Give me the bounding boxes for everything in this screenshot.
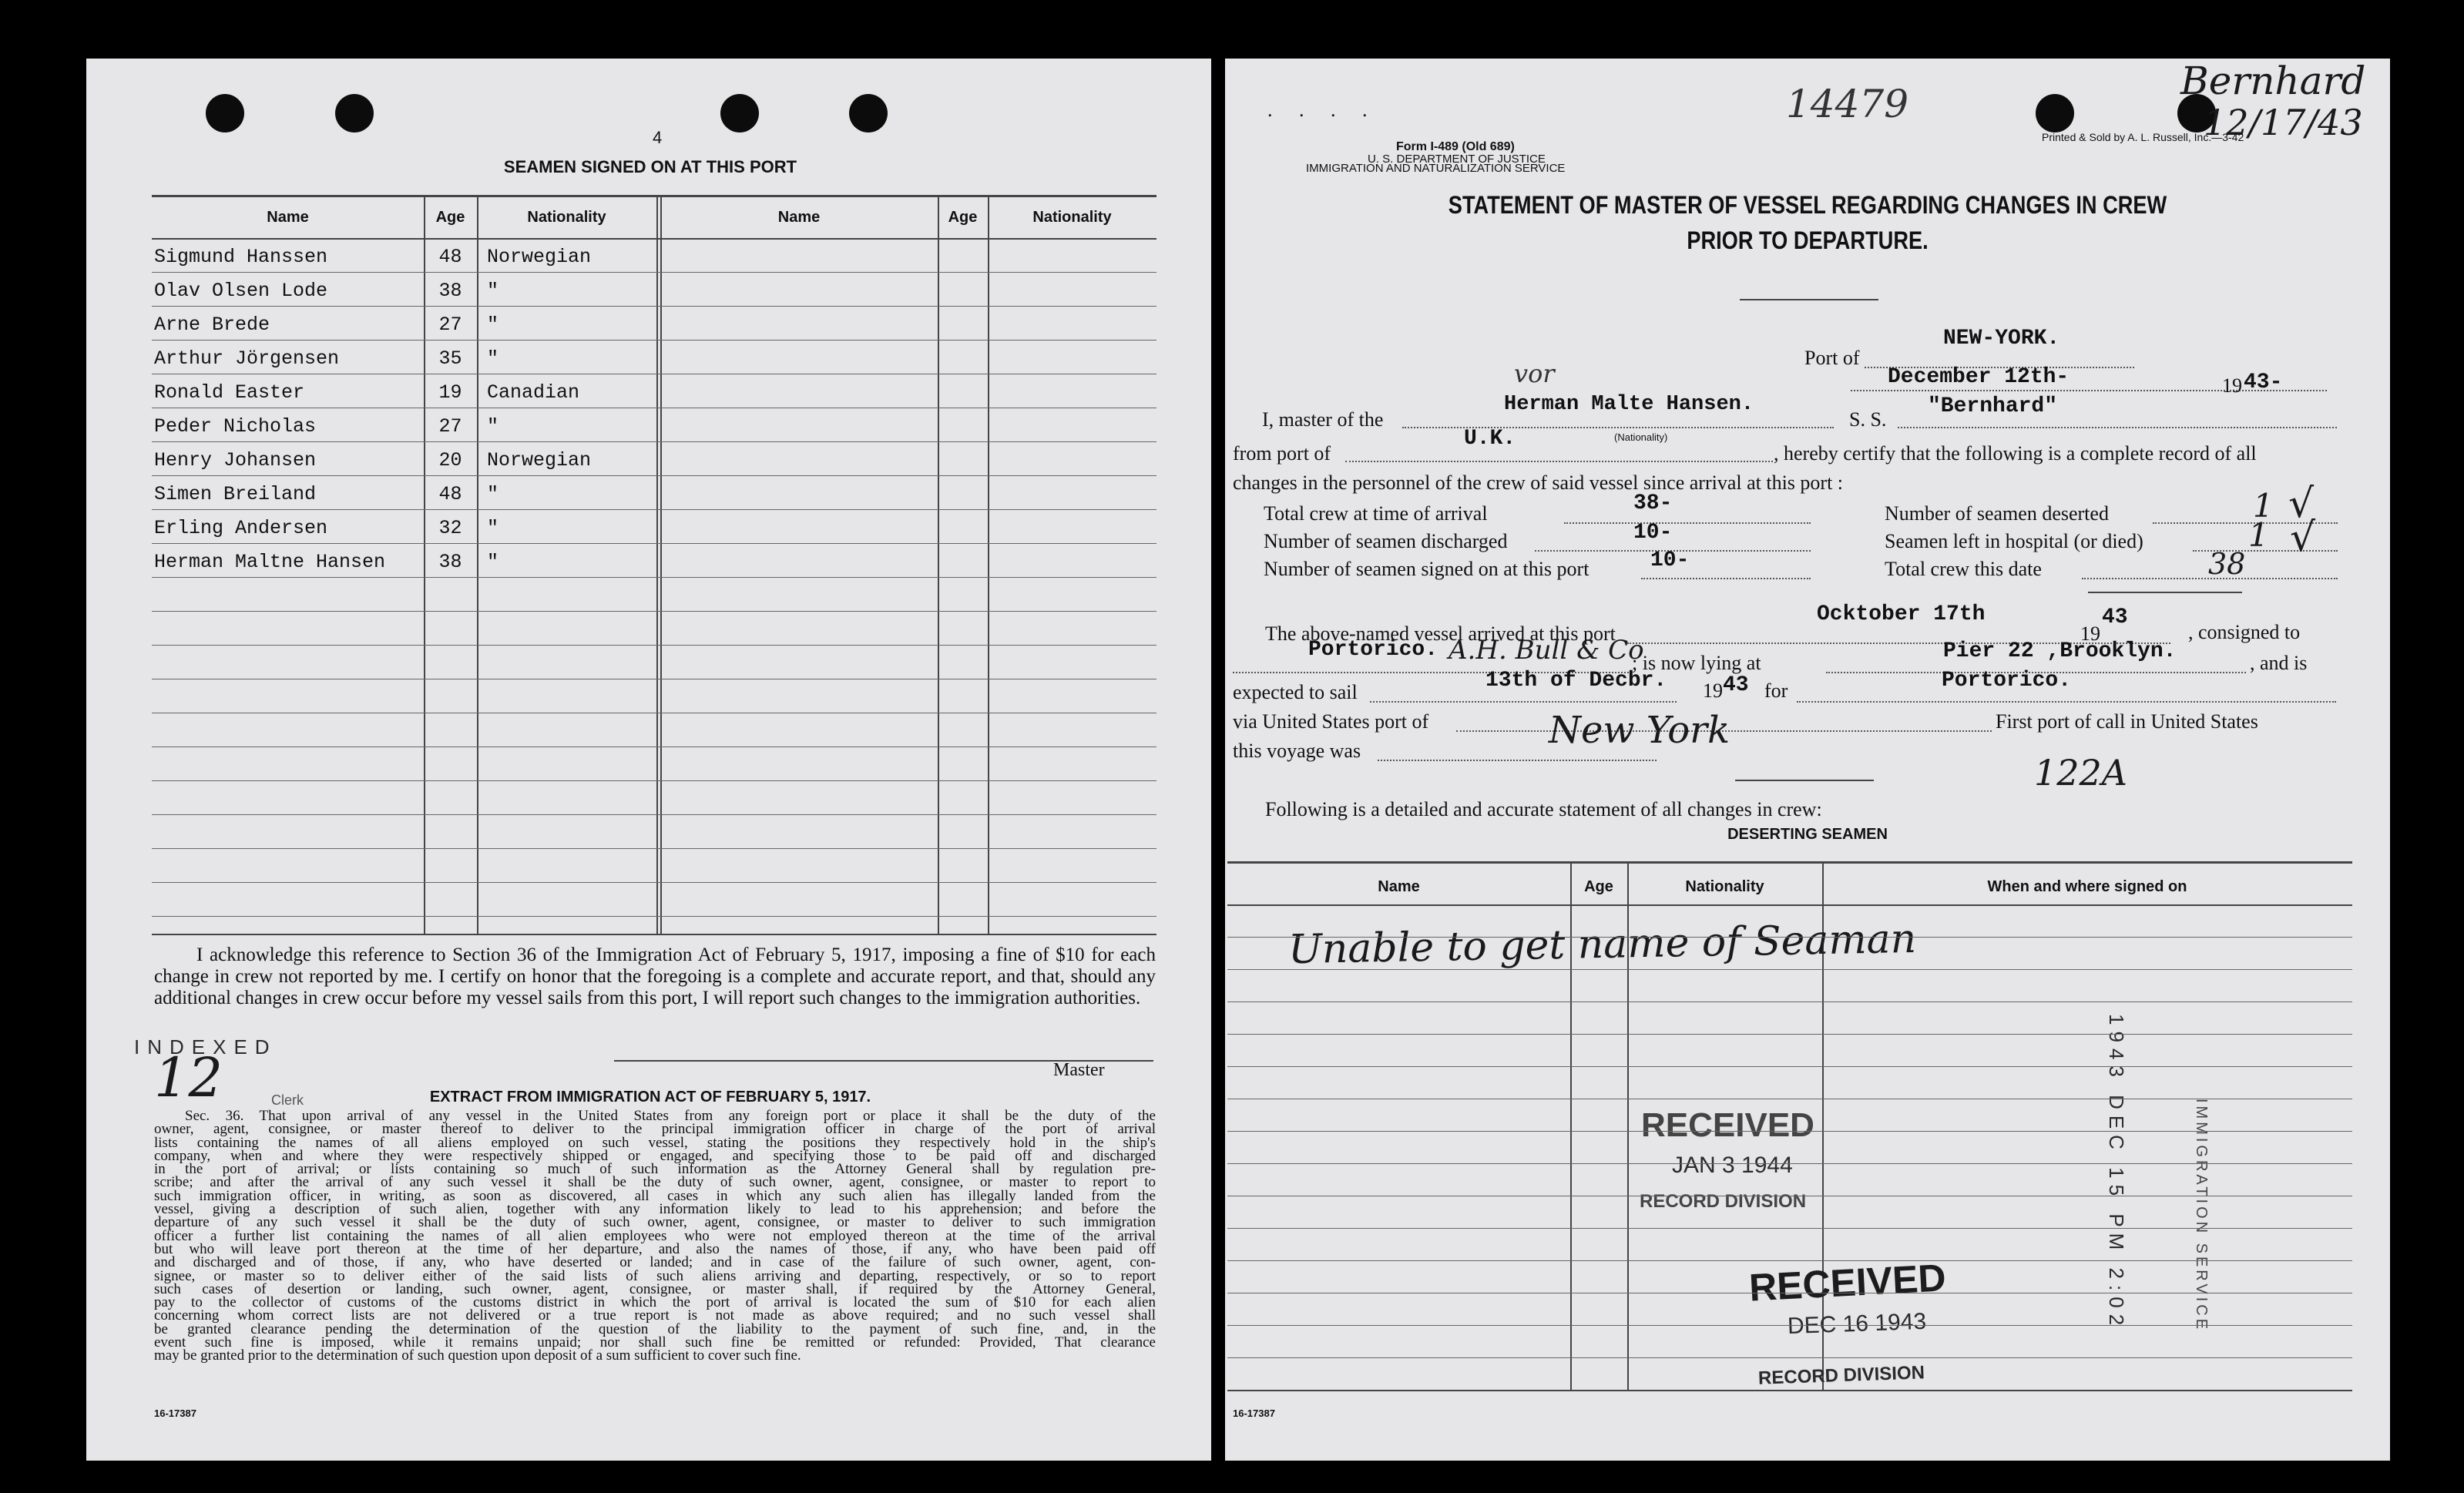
received-stamp-1-date: JAN 3 1944 xyxy=(1672,1152,1793,1178)
vertical-date-stamp: 1943 DEC 15 PM 2:02 xyxy=(2105,1014,2128,1332)
consigned-label: , consigned to xyxy=(2188,621,2301,643)
code-122a: 122A xyxy=(2034,752,2128,793)
seaman-name: Henry Johansen xyxy=(154,449,317,471)
deserting-heading: DESERTING SEAMEN xyxy=(1727,826,1888,843)
extract-line: concerning whom correct lists are not delivered or a true report is not made as above required; and no such vessel shall xyxy=(154,1307,1156,1324)
nationality-caption: (Nationality) xyxy=(1614,431,1668,443)
row-divider xyxy=(1227,1163,2352,1164)
row-divider xyxy=(152,340,1156,341)
top-note: Bernhard xyxy=(2180,59,2366,103)
seaman-name: Erling Andersen xyxy=(154,517,328,539)
received-stamp-1-title: RECEIVED xyxy=(1641,1106,1814,1144)
row-divider xyxy=(152,746,1156,747)
hospital-label: Seamen left in hospital (or died) xyxy=(1885,530,2143,552)
seaman-name: Arthur Jörgensen xyxy=(154,347,340,370)
clerk-label: Clerk xyxy=(271,1092,304,1108)
form-number: Form I-489 (Old 689) xyxy=(1396,140,1515,153)
punch-hole xyxy=(335,94,374,133)
column-header-name: Name xyxy=(267,209,309,226)
deserted-value: 1 xyxy=(2253,487,2274,525)
row-divider xyxy=(152,306,1156,307)
certify-text: , hereby certify that the following is a complete record of all xyxy=(1774,442,2257,465)
row-divider xyxy=(152,882,1156,883)
seaman-name: Simen Breiland xyxy=(154,483,317,505)
extract-line: signee, or master so to deliver either of the said lists of such aliens arriving and departing, respectively, or so to report xyxy=(154,1267,1156,1284)
expected-year-prefix: 19 xyxy=(1703,679,1723,702)
year-prefix: 19 xyxy=(2222,374,2242,397)
consigned-value: Portorico. xyxy=(1308,638,1438,662)
vertical-service-stamp: IMMIGRATION SERVICE xyxy=(2193,1099,2210,1333)
extract-line: and discharged and of those, if any, who have deserted or landed; and in case of the failure of such owner, agent, con- xyxy=(154,1254,1156,1271)
department-line: U. S. DEPARTMENT OF JUSTICE xyxy=(1368,153,1546,166)
changes-text: changes in the personnel of the crew of said vessel since arrival at this port : xyxy=(1233,471,1844,494)
extract-line: company, when and where they were respectively shipped or engaged, and specifying those to be paid off and discharged xyxy=(154,1147,1156,1164)
master-name: Herman Malte Hansen. xyxy=(1504,393,1754,416)
desert-header-name: Name xyxy=(1378,878,1420,895)
seaman-age: 48 xyxy=(438,246,462,268)
row-divider xyxy=(152,848,1156,849)
row-divider xyxy=(152,441,1156,442)
row-divider xyxy=(1227,1228,2352,1229)
extract-line: owner, agent, consignee, or master thereof to deliver to the principal immigration officer in charge of the port of arrival xyxy=(154,1121,1156,1138)
page-number: 4 xyxy=(653,128,663,147)
extract-line: be granted clearance pending the determination of the question of the liability to the payment of such fine, and, in the xyxy=(154,1320,1156,1337)
handwritten-correction: vor xyxy=(1514,359,1555,388)
received-stamp-2-date: DEC 16 1943 xyxy=(1787,1308,1927,1340)
row-divider xyxy=(152,272,1156,273)
service-line: IMMIGRATION AND NATURALIZATION SERVICE xyxy=(1306,162,1566,175)
row-divider xyxy=(1227,937,2352,938)
acknowledgement-text: I acknowledge this reference to Section 36 of the Immigration Act of February 5, 1917, imposing a fine of $10 for each change in crew not reported by me. I certify on honor that the foregoing is a complete and accurate report, and that, should any additional changes in crew occur before my vessel sails from this port, I will report such changes to the immigration authorities. xyxy=(154,944,1156,1008)
total-crew-arrival-label: Total crew at time of arrival xyxy=(1264,502,1488,525)
via-label: via United States port of xyxy=(1233,710,1429,733)
column-header-name-2: Name xyxy=(777,209,821,226)
footer-code: 16-17387 xyxy=(1233,1407,1275,1419)
discharged-label: Number of seamen discharged xyxy=(1264,530,1508,552)
seaman-age: 48 xyxy=(438,483,462,505)
arrived-year: 43 xyxy=(2102,606,2128,629)
row-divider xyxy=(1227,1260,2352,1261)
arrived-value: Ocktober 17th xyxy=(1817,602,1986,626)
extract-line: such immigration officer, in writing, as soon as discovered, all cases in which any such alien has illegally landed from the xyxy=(154,1187,1156,1204)
row-divider xyxy=(152,916,1156,917)
desert-header-age: Age xyxy=(1584,878,1613,895)
row-divider xyxy=(152,509,1156,510)
extract-line: event such fine is imposed, while it remains unpaid; nor shall such fine be remitted or refunded: Provided, That clearance xyxy=(154,1334,1156,1351)
seaman-nationality: Canadian xyxy=(487,381,580,404)
ss-label: S. S. xyxy=(1849,408,1887,431)
check-mark: √ xyxy=(2290,515,2316,561)
seaman-name: Herman Maltne Hansen xyxy=(154,551,386,573)
check-mark: √ xyxy=(2288,481,2315,527)
arrived-label: The above-named vessel arrived at this port xyxy=(1265,622,1616,645)
column-header-nationality-2: Nationality xyxy=(1032,209,1112,226)
form-title-line1: STATEMENT OF MASTER OF VESSEL REGARDING CHANGES IN CREW xyxy=(1448,191,2167,219)
seaman-nationality: " xyxy=(487,314,499,336)
row-divider xyxy=(152,577,1156,578)
from-port-value: U.K. xyxy=(1464,427,1516,451)
seaman-name: Peder Nicholas xyxy=(154,415,317,438)
desert-header-when-where: When and where signed on xyxy=(1987,878,2187,895)
master-signature-label: Master xyxy=(1053,1060,1105,1080)
extract-line: scribe; and after the arrival of any such vessel it shall be the duty of such owner, agent, consignee, or master to report to xyxy=(154,1174,1156,1191)
file-number: 14479 xyxy=(1786,82,1909,126)
extract-text xyxy=(154,1109,1156,1363)
row-divider xyxy=(1227,1357,2352,1358)
lying-label: ; is now lying at xyxy=(1632,652,1761,674)
lying-value: Pier 22 ,Brooklyn. xyxy=(1943,639,2177,663)
extract-line: in the port of arrival; or lists containing so much of such information as the Attorney General shall by regulation pre- xyxy=(154,1161,1156,1178)
row-divider xyxy=(1227,1034,2352,1035)
row-divider xyxy=(1227,1001,2352,1002)
seaman-name: Arne Brede xyxy=(154,314,270,336)
row-divider xyxy=(1227,1131,2352,1132)
signed-on-value: 10- xyxy=(1650,549,1690,572)
seaman-nationality: Norwegian xyxy=(487,449,592,471)
seaman-name: Sigmund Hanssen xyxy=(154,246,328,268)
row-divider xyxy=(152,645,1156,646)
row-divider xyxy=(152,780,1156,781)
date-value: December 12th- xyxy=(1888,365,2070,389)
seaman-age: 19 xyxy=(438,381,462,404)
consigned-handwritten: A.H. Bull & Co xyxy=(1449,635,1644,666)
extract-line: pay to the collector of customs of the customs district in which the port of arrival is located the sum of $10 for each alien xyxy=(154,1294,1156,1311)
seaman-nationality: " xyxy=(487,517,499,539)
seaman-nationality: " xyxy=(487,551,499,573)
row-divider xyxy=(1227,969,2352,970)
seaman-name: Olav Olsen Lode xyxy=(154,280,328,302)
left-page xyxy=(86,59,1211,1461)
seaman-nationality: " xyxy=(487,483,499,505)
column-header-age-2: Age xyxy=(948,209,978,226)
total-crew-arrival-value: 38- xyxy=(1633,492,1673,515)
year-value: 43- xyxy=(2244,371,2283,394)
voyage-label: this voyage was xyxy=(1233,740,1361,762)
master-prefix: I, master of the xyxy=(1262,408,1384,431)
via-handwritten: New York xyxy=(1549,709,1731,752)
and-is-label: , and is xyxy=(2250,652,2308,674)
column-header-age: Age xyxy=(435,209,465,226)
extract-line: such cases of desertion or landing, such owner, agent, consignee, or master shall, if required by the Attorney General, xyxy=(154,1280,1156,1297)
extract-title: EXTRACT FROM IMMIGRATION ACT OF FEBRUARY 5, 1917. xyxy=(429,1089,871,1105)
expected-value: 13th of Decbr. xyxy=(1485,669,1667,693)
seaman-nationality: Norwegian xyxy=(487,246,592,268)
expected-label: expected to sail xyxy=(1233,681,1358,703)
seaman-age: 32 xyxy=(438,517,462,539)
right-page xyxy=(1225,59,2390,1461)
extract-line: officer a further list containing the names of all alien employees who were not employed thereon at the time of the arrival xyxy=(154,1227,1156,1244)
punch-marks: . . . . xyxy=(1267,99,1378,121)
punch-hole xyxy=(849,94,888,133)
for-label: for xyxy=(1764,679,1788,702)
indexed-handwritten-mark: 12 xyxy=(154,1046,223,1109)
deserted-label: Number of seamen deserted xyxy=(1885,502,2109,525)
row-divider xyxy=(152,475,1156,476)
seaman-nationality: " xyxy=(487,415,499,438)
received-stamp-1-division: RECORD DIVISION xyxy=(1640,1191,1807,1212)
extract-line: but who will leave port thereon at the time of her departure, and also the names of those, if any, who have been paid off xyxy=(154,1240,1156,1257)
port-label: Port of xyxy=(1804,347,1860,369)
first-call-label: First port of call in United States xyxy=(1996,710,2258,733)
seaman-nationality: " xyxy=(487,347,499,370)
section-heading: SEAMEN SIGNED ON AT THIS PORT xyxy=(503,157,797,176)
extract-line: may be granted prior to the determination of such question upon deposit of a sum sufficient to cover such fine. xyxy=(154,1347,801,1364)
column-header-nationality: Nationality xyxy=(527,209,606,226)
indexed-stamp: INDEXED xyxy=(134,1035,277,1059)
footer-code: 16-17387 xyxy=(154,1407,196,1419)
punch-hole xyxy=(720,94,759,133)
seaman-age: 35 xyxy=(438,347,462,370)
total-crew-date-label: Total crew this date xyxy=(1885,558,2042,580)
extract-line: Sec. 36. That upon arrival of any vessel in the United States from any foreign port or place it shall be the duty of the xyxy=(185,1108,1156,1124)
seaman-age: 38 xyxy=(438,280,462,302)
row-divider xyxy=(152,543,1156,544)
seaman-name: Ronald Easter xyxy=(154,381,305,404)
for-value: Portorico. xyxy=(1942,669,2072,693)
hospital-value: 1 xyxy=(2248,516,2269,554)
discharged-value: 10- xyxy=(1633,521,1673,545)
port-value: NEW-YORK. xyxy=(1943,327,2060,351)
punch-hole xyxy=(2036,94,2074,133)
row-divider xyxy=(152,814,1156,815)
handwritten-note: Unable to get name of Seaman xyxy=(1287,915,1917,974)
row-divider xyxy=(1227,1325,2352,1326)
top-date: 12/17/43 xyxy=(2204,102,2363,143)
seaman-age: 38 xyxy=(438,551,462,573)
printer-line: Printed & Sold by A. L. Russell, Inc.—3-42 xyxy=(2042,131,2244,143)
received-stamp-2-title: RECEIVED xyxy=(1747,1256,1947,1310)
extract-line: vessel, giving a description of such alien, together with any information likely to lead to his apprehension; and before the xyxy=(154,1201,1156,1218)
extract-line: lists containing the names of all aliens employed on such vessel, stating the positions they respectively hold in the ship's xyxy=(154,1134,1156,1151)
arrived-year-prefix: 19 xyxy=(2080,622,2100,645)
punch-hole xyxy=(206,94,244,133)
signed-on-label: Number of seamen signed on at this port xyxy=(1264,558,1590,580)
desert-header-nationality: Nationality xyxy=(1685,878,1764,895)
seaman-nationality: " xyxy=(487,280,499,302)
seaman-age: 27 xyxy=(438,415,462,438)
seaman-age: 27 xyxy=(438,314,462,336)
row-divider xyxy=(152,611,1156,612)
extract-line: departure of any such vessel it shall be the duty of such owner, agent, consignee, or master to deliver to such immigration xyxy=(154,1214,1156,1231)
following-label: Following is a detailed and accurate statement of all changes in crew: xyxy=(1265,798,1822,820)
seaman-age: 20 xyxy=(438,449,462,471)
form-title-line2: PRIOR TO DEPARTURE. xyxy=(1687,226,1929,254)
received-stamp-2-division: RECORD DIVISION xyxy=(1757,1362,1925,1389)
row-divider xyxy=(1227,1066,2352,1067)
from-port-label: from port of xyxy=(1233,442,1331,465)
total-crew-date-value: 38 xyxy=(2208,547,2246,581)
vessel-name: "Bernhard" xyxy=(1928,394,2058,418)
expected-year: 43 xyxy=(1723,673,1749,697)
